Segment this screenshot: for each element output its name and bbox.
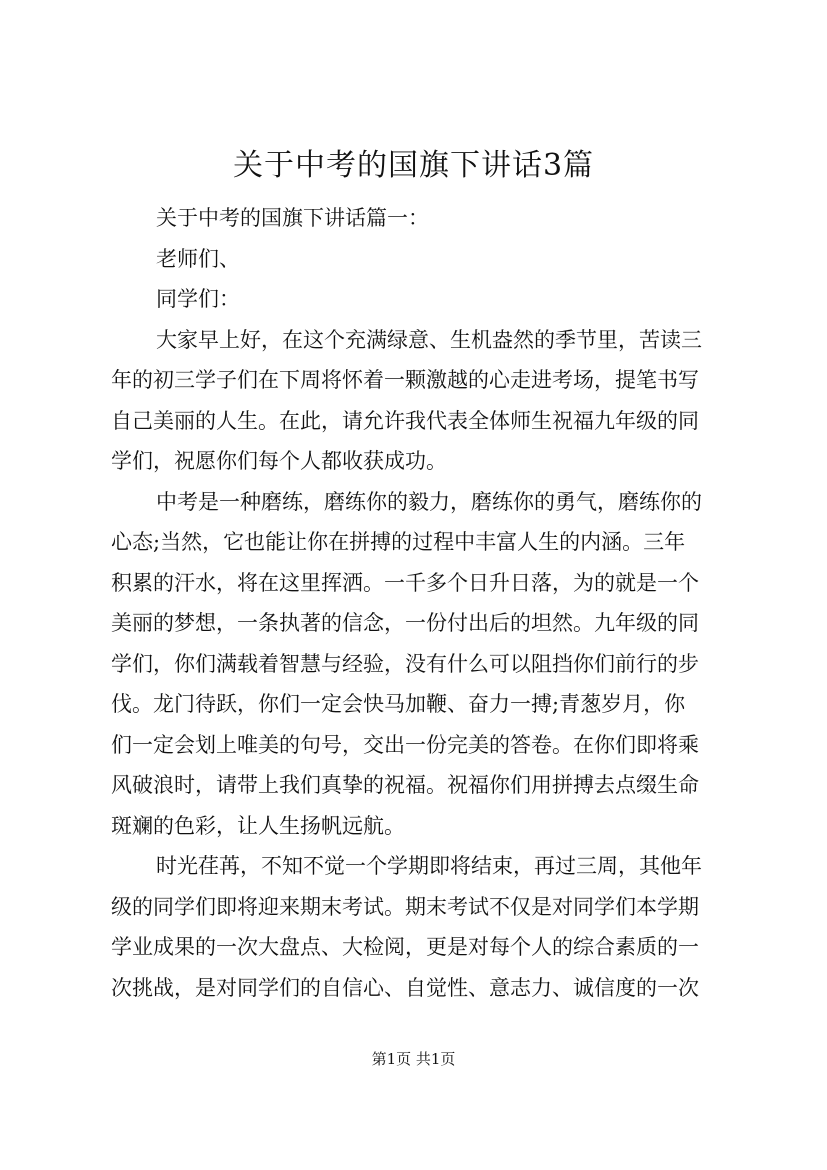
text-line: 关于中考的国旗下讲话篇一： xyxy=(156,206,429,230)
text-line: 中考是一种磨练，磨练你的毅力，磨练你的勇气，磨练你的 xyxy=(156,489,702,514)
document-body xyxy=(111,198,721,1008)
text-line: 们一定会划上唯美的句号，交出一份完美的答卷。在你们即将乘 xyxy=(111,732,699,757)
text-line: 年的初三学子们在下周将怀着一颗激越的心走进考场，提笔书写 xyxy=(111,368,699,392)
text-line: 心态;当然，它也能让你在拼搏的过程中丰富人生的内涵。三年 xyxy=(111,530,686,554)
text-line: 风破浪时，请带上我们真挚的祝福。祝福你们用拼搏去点缀生命 xyxy=(111,773,699,797)
text-line: 老师们、 xyxy=(156,246,240,271)
page-footer: 第1页 共1页 xyxy=(371,1050,456,1068)
text-line: 美丽的梦想，一条执著的信念，一份付出后的坦然。九年级的同 xyxy=(111,611,699,635)
document-title: 关于中考的国旗下讲话3篇 xyxy=(232,148,595,183)
text-line: 时光荏苒，不知不觉一个学期即将结束，再过三周，其他年 xyxy=(156,854,702,878)
text-line: 学业成果的一次大盘点、大检阅，更是对每个人的综合素质的一 xyxy=(111,935,699,959)
text-line: 级的同学们即将迎来期末考试。期末考试不仅是对同学们本学期 xyxy=(111,894,699,919)
text-line: 伐。龙门待跃，你们一定会快马加鞭、奋力一搏;青葱岁月，你 xyxy=(111,692,686,716)
text-line: 次挑战，是对同学们的自信心、自觉性、意志力、诚信度的一次 xyxy=(111,975,699,1000)
text-line: 学们，你们满载着智慧与经验，没有什么可以阻挡你们前行的步 xyxy=(111,651,699,676)
text-line: 学们，祝愿你们每个人都收获成功。 xyxy=(111,449,447,473)
text-line: 自己美丽的人生。在此，请允许我代表全体师生祝福九年级的同 xyxy=(111,408,699,433)
text-line: 同学们： xyxy=(156,287,240,311)
text-line: 大家早上好，在这个充满绿意、生机盎然的季节里，苦读三 xyxy=(156,327,702,352)
text-line: 积累的汗水，将在这里挥洒。一千多个日升日落，为的就是一个 xyxy=(111,570,699,595)
text-line: 斑斓的色彩，让人生扬帆远航。 xyxy=(111,813,405,838)
